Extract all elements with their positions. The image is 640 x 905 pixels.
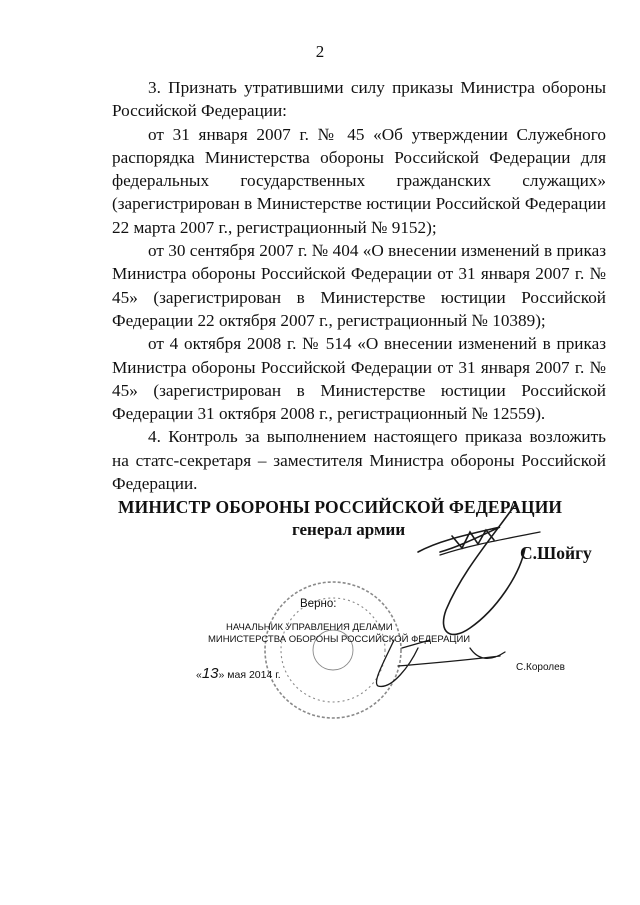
- paragraph-order-514: от 4 октября 2008 г. № 514 «О внесении изменений в приказ Министра обороны Российской Федерации от 31 января 2007 г. № 45» (зарегистрирован в Министерстве юстиции Российской Федерации 31 октября 2008 г., регистрационный № 12559).: [112, 334, 606, 424]
- certification-verno: Верно:: [300, 598, 337, 610]
- certification-date: [196, 665, 281, 682]
- date-open-quote: «: [196, 669, 202, 681]
- paragraph-order-404: от 30 сентября 2007 г. № 404 «О внесении изменений в приказ Министра обороны Российской Федерации от 31 января 2007 г. № 45» (зарегистрирован в Министерстве юстиции Российской Федерации 22 октября 2007 г., регистрационный № 10389);: [112, 241, 606, 330]
- minister-signature: [418, 505, 540, 634]
- paragraph-order-45: от 31 января 2007 г. № 45 «Об утверждении Служебного распорядка Министерства обороны Российской Федерации для федеральных государственных гражданских служащих» (зарегистрирован в Министерстве юстиции Российской Федерации 22 марта 2007 г., регистрационный № 9152);: [112, 124, 606, 237]
- page-number: 2: [315, 42, 325, 61]
- date-day: 13: [201, 665, 219, 682]
- certification-head-line1: НАЧАЛЬНИК УПРАВЛЕНИЯ ДЕЛАМИ: [226, 622, 393, 633]
- paragraph-item-4: 4. Контроль за выполнением настоящего приказа возложить на статс-секретаря – заместителя Министра обороны Российской Федерации.: [112, 427, 606, 494]
- signatory-name: С.Шойгу: [520, 543, 592, 563]
- document-body: [112, 76, 606, 495]
- certification-name: С.Королев: [516, 662, 565, 673]
- signatory-rank: генерал армии: [292, 520, 406, 539]
- signatory-title: МИНИСТР ОБОРОНЫ РОССИЙСКОЙ ФЕДЕРАЦИИ: [118, 497, 563, 517]
- certification-head-line2: МИНИСТЕРСТВА ОБОРОНЫ РОССИЙСКОЙ ФЕДЕРАЦИИ: [208, 634, 471, 645]
- korolev-signature: [376, 640, 505, 686]
- date-rest: » мая 2014 г.: [218, 669, 281, 681]
- paragraph-item-3: 3. Признать утратившими силу приказы Министра обороны Российской Федерации:: [112, 78, 606, 121]
